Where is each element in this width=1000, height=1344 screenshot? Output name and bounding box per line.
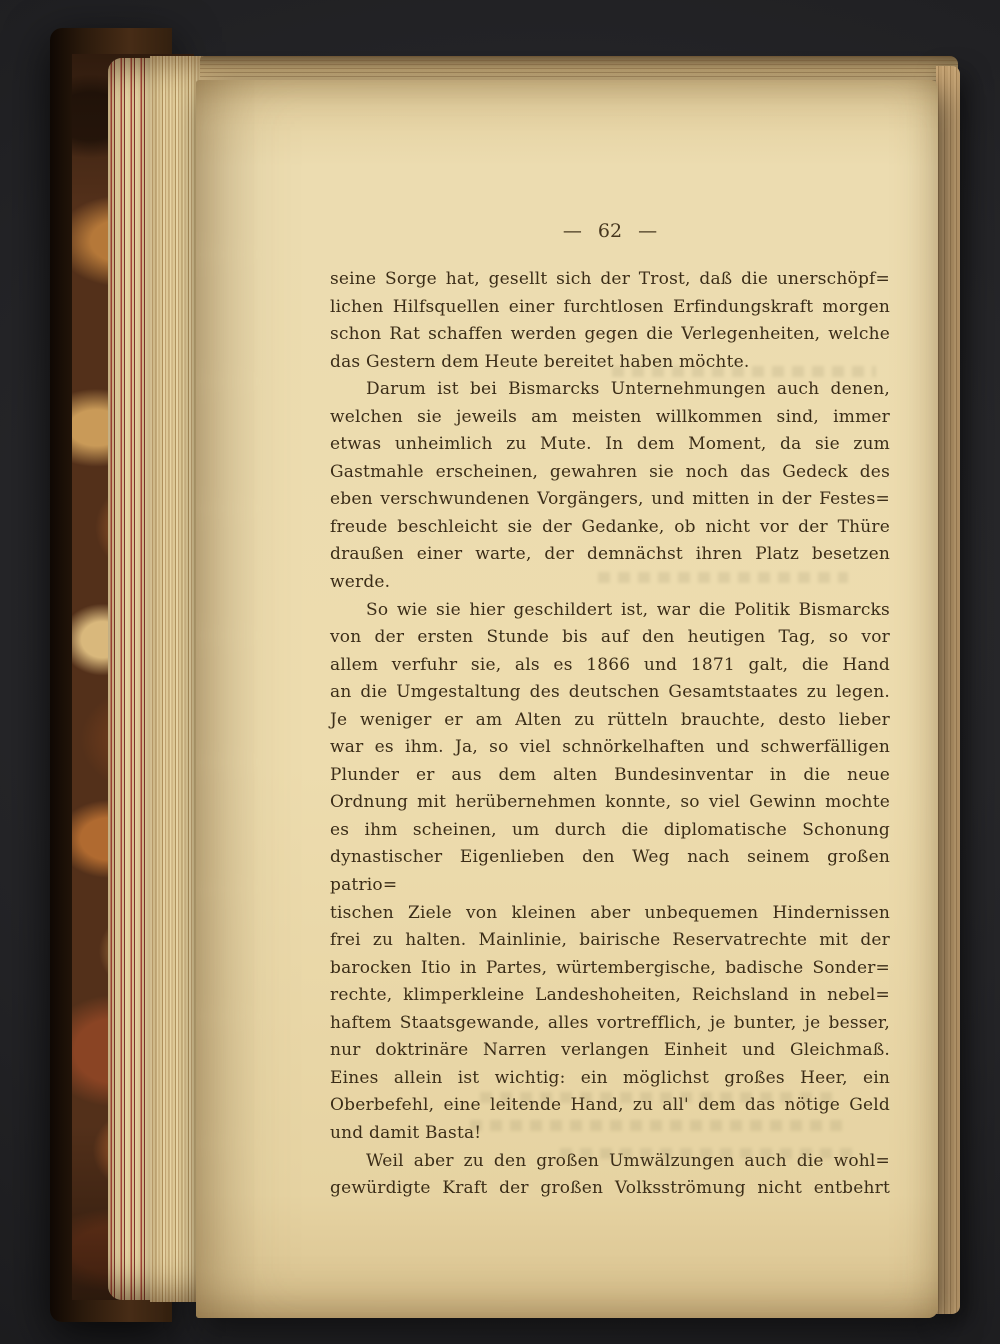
text-line: rechte, klimperkleine Landeshoheiten, Reichsland in nebel=: [330, 985, 890, 1006]
text-line: So wie sie hier geschildert ist, war die Politik Bismarcks: [366, 599, 890, 620]
page-number: 62: [597, 220, 623, 242]
text-line: Eines allein ist wichtig: ein möglichst großes Heer, ein: [330, 1067, 890, 1088]
text-line: etwas unheimlich zu Mute. In dem Moment, da sie zum: [330, 434, 890, 455]
text-line: gewürdigte Kraft der großen Volksströmung nicht entbehrt: [330, 1178, 890, 1199]
text-line: welchen sie jeweils am meisten willkommen sind, immer: [330, 406, 890, 427]
text-line: freude beschleicht sie der Gedanke, ob nicht vor der Thüre: [330, 516, 890, 537]
page-text: [330, 266, 890, 1203]
text-line: Weil aber zu den großen Umwälzungen auch die wohl=: [366, 1150, 890, 1171]
page-number-dash-right: —: [638, 220, 658, 242]
fanned-page-edges-red: [108, 58, 152, 1300]
text-line: an die Umgestaltung des deutschen Gesamtstaates zu legen.: [330, 682, 890, 703]
text-line: haftem Staatsgewande, alles vortrefflich, je bunter, je besser,: [330, 1012, 890, 1033]
text-line: werde.: [330, 572, 391, 593]
page-number-dash-left: —: [562, 220, 582, 242]
right-page-edge: [936, 66, 960, 1314]
text-line: seine Sorge hat, gesellt sich der Trost, daß die unerschöpf=: [330, 269, 890, 289]
text-line: allem verfuhr sie, als es 1866 und 1871 galt, die Hand: [330, 654, 890, 675]
text-line: eben verschwundenen Vorgängers, und mitten in der Festes=: [330, 489, 890, 510]
text-line: es ihm scheinen, um durch die diplomatische Schonung: [330, 819, 890, 840]
text-line: und damit Basta!: [330, 1122, 482, 1143]
text-line: Gastmahle erscheinen, gewahren sie noch das Gedeck des: [330, 461, 890, 482]
text-line: schon Rat schaffen werden gegen die Verlegenheiten, welche: [330, 324, 890, 345]
book-page: [196, 80, 938, 1318]
text-line: das Gestern dem Heute bereitet haben möchte.: [330, 351, 750, 372]
text-line: frei zu halten. Mainlinie, bairische Reservatrechte mit der: [330, 930, 890, 951]
text-line: war es ihm. Ja, so viel schnörkelhaften und schwerfälligen: [330, 737, 890, 758]
text-line: Darum ist bei Bismarcks Unternehmungen auch denen,: [366, 379, 890, 400]
text-line: Ordnung mit herübernehmen konnte, so viel Gewinn mochte: [330, 792, 890, 813]
text-line: barocken Itio in Partes, würtembergische, badische Sonder=: [330, 957, 890, 978]
text-line: nur doktrinäre Narren verlangen Einheit und Gleichmaß.: [330, 1040, 890, 1061]
text-line: dynastischer Eigenlieben den Weg nach seinem großen patrio=: [330, 847, 890, 896]
text-line: Plunder er aus dem alten Bundesinventar in die neue: [330, 764, 890, 785]
text-line: lichen Hilfsquellen einer furchtlosen Erfindungskraft morgen: [330, 296, 890, 317]
text-line: tischen Ziele von kleinen aber unbequemen Hindernissen: [330, 902, 890, 923]
text-line: draußen einer warte, der demnächst ihren Platz besetzen: [330, 544, 890, 565]
text-line: Oberbefehl, eine leitende Hand, zu all' dem das nötige Geld: [330, 1095, 890, 1116]
page-header: [330, 220, 890, 242]
text-line: Je weniger er am Alten zu rütteln brauchte, desto lieber: [330, 709, 890, 730]
text-line: von der ersten Stunde bis auf den heutigen Tag, so vor: [330, 627, 890, 648]
